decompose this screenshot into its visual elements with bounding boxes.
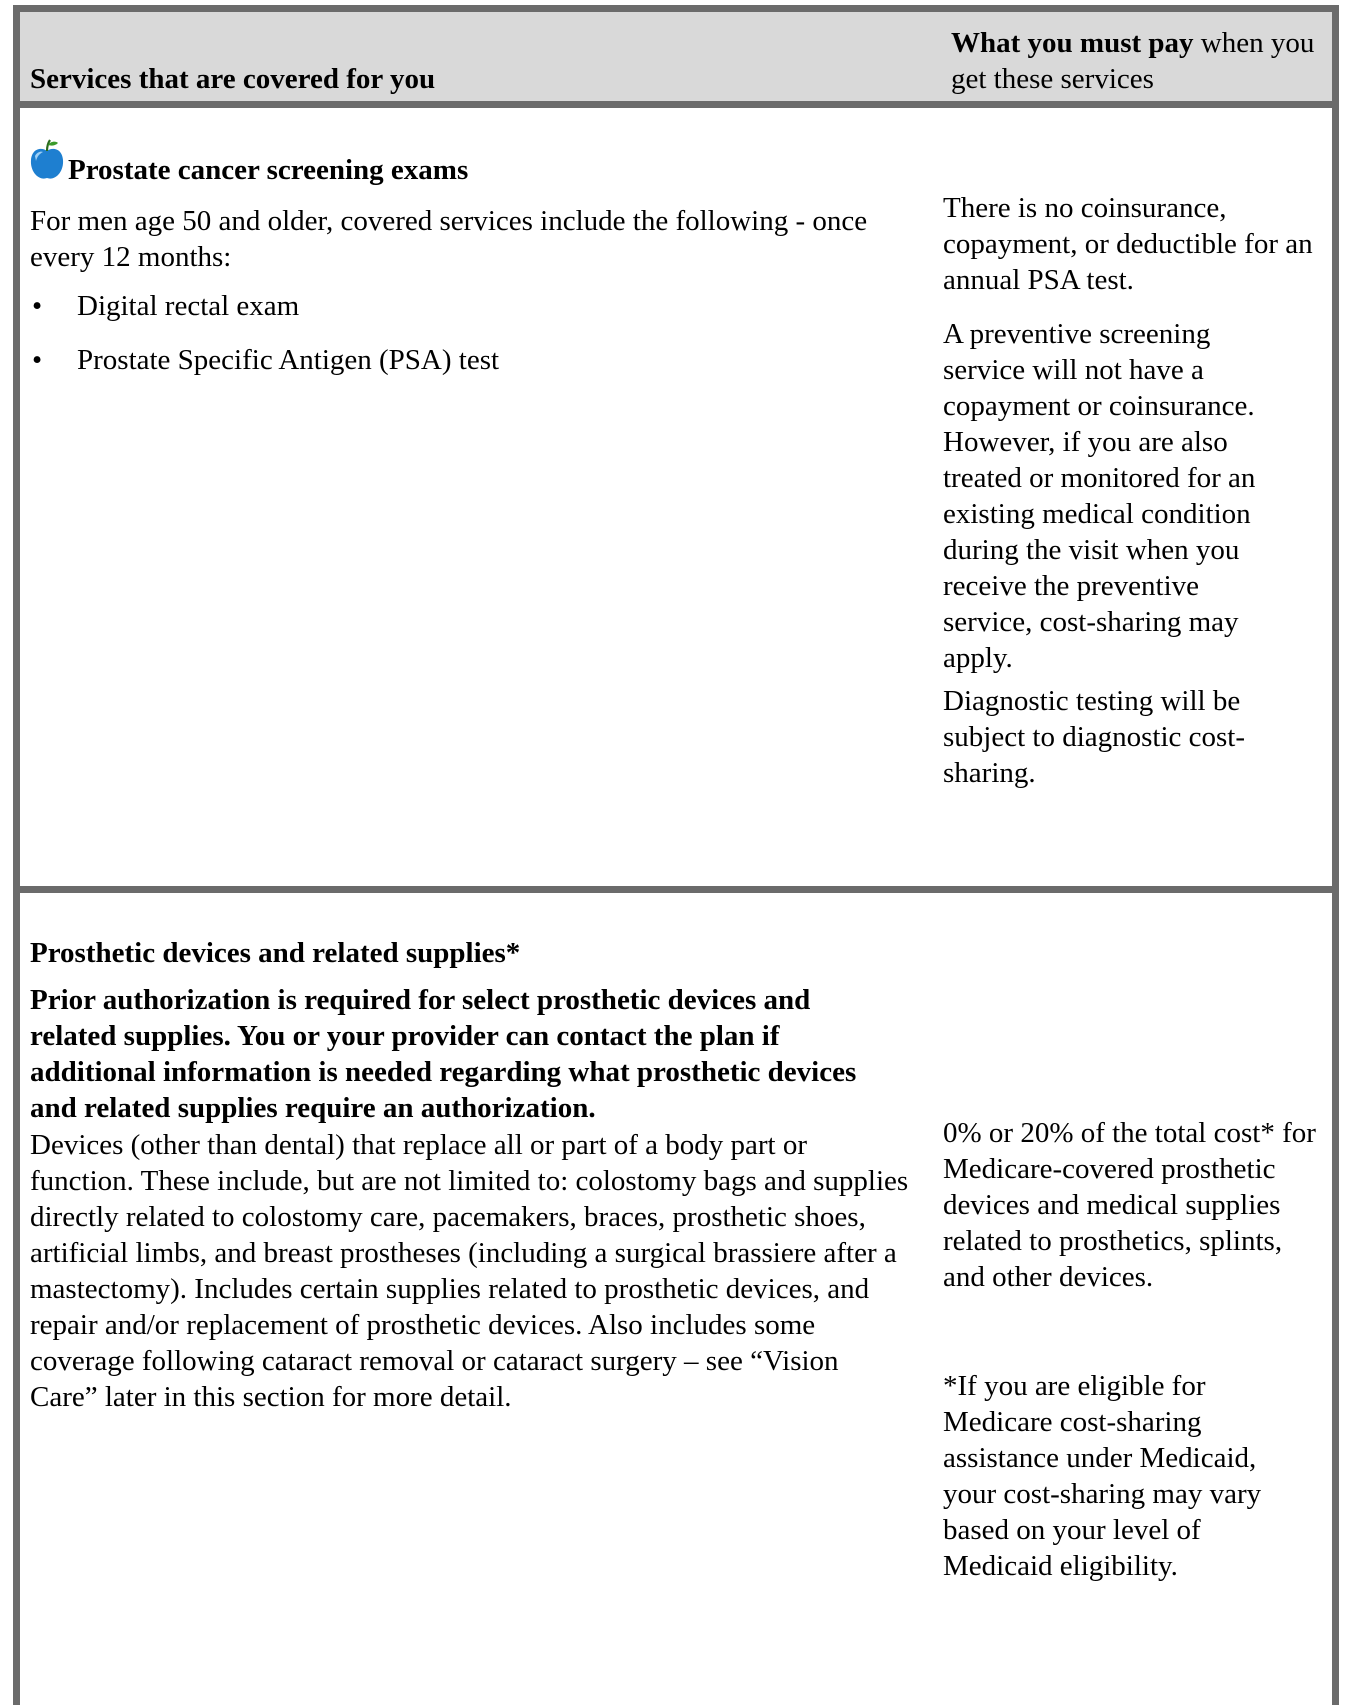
- prosthetic-authorization-notice: Prior authorization is required for select prosthetic devices and related supplies. You or your provider can contact the plan if additional information is needed regarding what prosthetic devices and related supplies require an authorization.: [30, 984, 857, 1124]
- prostate-cost-1: There is no coinsurance, copayment, or deductible for an annual PSA test.: [943, 192, 1313, 296]
- prosthetic-title: Prosthetic devices and related supplies*: [30, 937, 521, 969]
- prosthetic-description: Devices (other than dental) that replace all or part of a body part or function. These include, but are not limited to: colostomy bags and supplies directly related to colostomy care, pacemakers, braces, prosthetic shoes, artificial limbs, and breast prostheses (including a surgical brassiere after a mastectomy). Includes certain supplies related to prosthetic devices, and repair and/or replacement of prosthetic devices. Also includes some coverage following cataract removal or cataract surgery – see “Vision Care” later in this section for more detail.: [30, 1129, 909, 1413]
- prostate-intro: For men age 50 and older, covered services include the following - once every 12 months:: [30, 205, 868, 273]
- header-payment-bold: What you must pay: [951, 27, 1194, 59]
- prostate-cost-2: A preventive screening service will not have a copayment or coinsurance. However, if you are also treated or monitored for an existing medical condition during the visit when you receive the preventive service, cost-sharing may apply.: [943, 318, 1256, 674]
- bullet-icon: •: [32, 344, 43, 376]
- prosthetic-cost-1: 0% or 20% of the total cost* for Medicare-covered prosthetic devices and medical supplies related to prosthetics, splints, and other devices.: [943, 1117, 1316, 1293]
- header-services-label: Services that are covered for you: [30, 63, 436, 95]
- prostate-title: Prostate cancer screening exams: [68, 154, 469, 186]
- prostate-cost-3: Diagnostic testing will be subject to diagnostic cost-sharing.: [943, 685, 1246, 789]
- header-payment-rest: when you get these services: [951, 27, 1315, 95]
- bullet-text: Digital rectal exam: [77, 290, 300, 322]
- apple-icon: [28, 138, 66, 182]
- bullet-icon: •: [32, 290, 43, 322]
- header-divider: [20, 101, 1332, 108]
- bullet-text: Prostate Specific Antigen (PSA) test: [77, 344, 500, 376]
- header-payment-label: [951, 25, 1331, 97]
- prosthetic-cost-2: *If you are eligible for Medicare cost-sharing assistance under Medicaid, your cost-sharing may vary based on your level of Medicaid eligibility.: [943, 1370, 1262, 1582]
- table-header: [20, 12, 1332, 102]
- row-divider: [20, 886, 1332, 893]
